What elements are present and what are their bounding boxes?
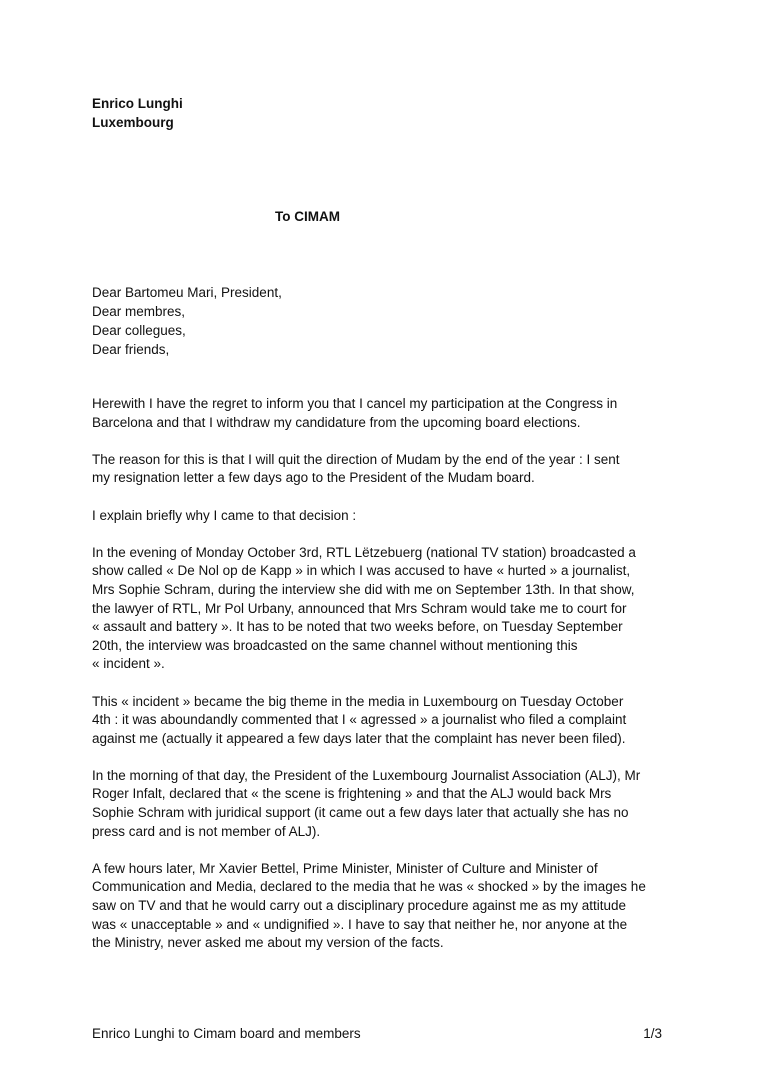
recipient-line: To CIMAM [275, 209, 340, 224]
text-line: Communication and Media, declared to the media that he was « shocked » by the images he [92, 879, 646, 895]
text-line: against me (actually it appeared a few days later that the complaint has never been filed). [92, 730, 626, 746]
letter-body [92, 395, 692, 971]
text-line: Sophie Schram with juridical support (it came out a few days later that actually she has no [92, 805, 629, 821]
text-line: « assault and battery ». It has to be noted that two weeks before, on Tuesday September [92, 619, 623, 635]
text-line: In the evening of Monday October 3rd, RTL Lëtzebuerg (national TV station) broadcasted a [92, 544, 636, 560]
page-footer [92, 1024, 662, 1043]
text-line: This « incident » became the big theme in the media in Luxembourg on Tuesday October [92, 693, 624, 709]
salutation-line: Dear collegues, [92, 323, 186, 338]
sender-block [92, 94, 183, 132]
salutation-line: Dear Bartomeu Mari, President, [92, 285, 282, 300]
text-line: In the morning of that day, the President of the Luxembourg Journalist Association (ALJ), Mr [92, 767, 641, 783]
text-line: press card and is not member of ALJ). [92, 823, 321, 839]
paragraph-reason [92, 451, 692, 488]
text-line: was « unacceptable » and « undignified ». I have to say that neither he, nor anyone at the [92, 916, 628, 932]
paragraph-incident [92, 693, 692, 749]
text-line: I explain briefly why I came to that decision : [92, 507, 357, 523]
text-line: 4th : it was aboundandly commented that I « agressed » a journalist who filed a complaint [92, 712, 627, 728]
paragraph-intro [92, 507, 692, 526]
salutation-block [92, 283, 282, 359]
text-line: Barcelona and that I withdraw my candidature from the upcoming board elections. [92, 414, 581, 430]
footer-title: Enrico Lunghi to Cimam board and members [92, 1026, 361, 1041]
salutation-line: Dear friends, [92, 342, 170, 357]
text-line: the Ministry, never asked me about my version of the facts. [92, 935, 444, 951]
paragraph-withdrawal [92, 395, 692, 432]
text-line: saw on TV and that he would carry out a disciplinary procedure against me as my attitude [92, 898, 627, 914]
paragraph-alj [92, 767, 692, 841]
text-line: Mrs Sophie Schram, during the interview she did with me on September 13th. In that show, [92, 581, 635, 597]
text-line: « incident ». [92, 656, 165, 672]
page-number: 1/3 [643, 1026, 662, 1041]
text-line: 20th, the interview was broadcasted on the same channel without mentioning this [92, 637, 578, 653]
sender-name: Enrico Lunghi [92, 96, 183, 111]
text-line: show called « De Nol op de Kapp » in which I was accused to have « hurted » a journalist, [92, 563, 631, 579]
text-line: A few hours later, Mr Xavier Bettel, Prime Minister, Minister of Culture and Minister of [92, 860, 598, 876]
paragraph-broadcast [92, 544, 692, 674]
salutation-line: Dear membres, [92, 304, 186, 319]
text-line: the lawyer of RTL, Mr Pol Urbany, announced that Mrs Schram would take me to court for [92, 600, 627, 616]
text-line: Roger Infalt, declared that « the scene is frightening » and that the ALJ would back Mrs [92, 786, 612, 802]
text-line: Herewith I have the regret to inform you that I cancel my participation at the Congress in [92, 396, 618, 411]
text-line: my resignation letter a few days ago to the President of the Mudam board. [92, 470, 535, 486]
text-line: The reason for this is that I will quit the direction of Mudam by the end of the year : I sent [92, 451, 620, 467]
paragraph-minister [92, 860, 692, 953]
sender-location: Luxembourg [92, 115, 174, 130]
